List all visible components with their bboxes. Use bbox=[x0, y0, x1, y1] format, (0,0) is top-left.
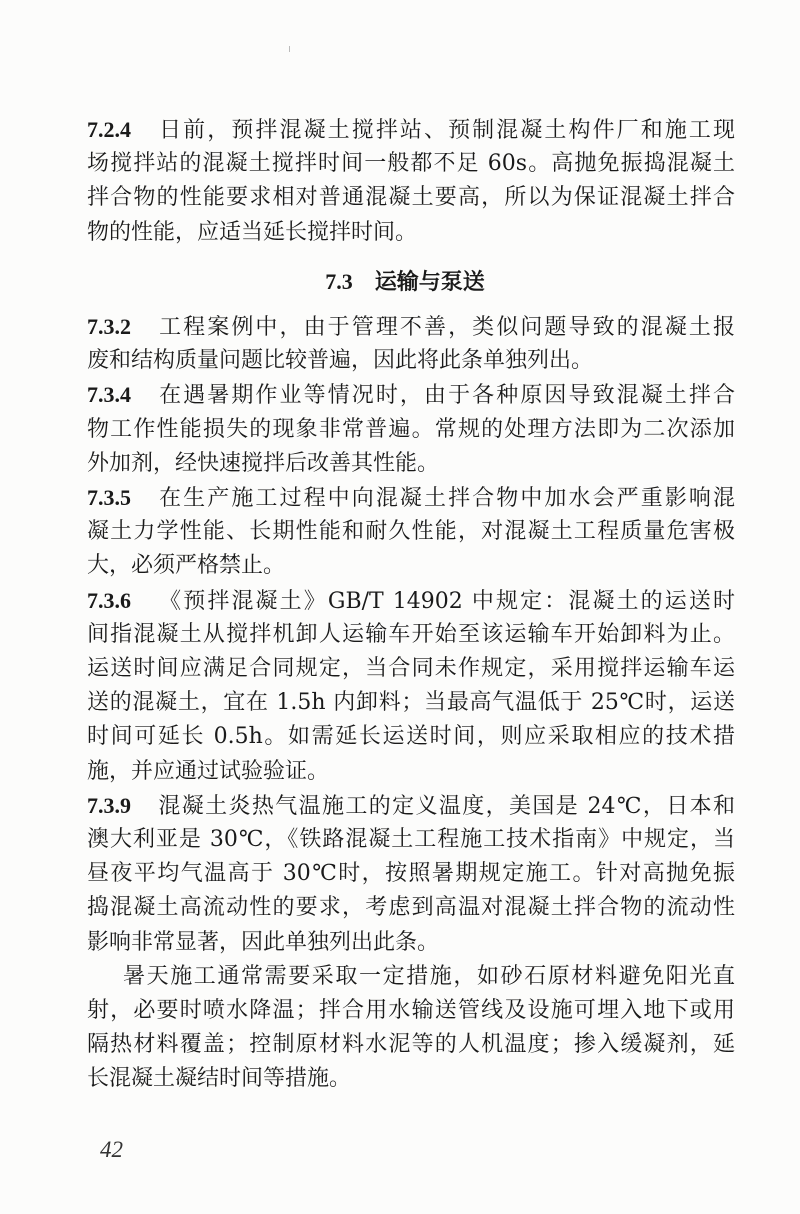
line-text: 废和结构质量问题比较普遍，因此将此条单独列出。 bbox=[87, 348, 594, 374]
line-text: 凝土力学性能、长期性能和耐久性能，对混凝土工程质量危害极 bbox=[87, 519, 735, 545]
line-text: 送的混凝土，宜在 1.5h 内卸料；当最高气温低于 25℃时，运送 bbox=[87, 690, 735, 716]
text-line bbox=[87, 618, 735, 652]
text-line bbox=[87, 1028, 735, 1062]
text-line bbox=[87, 1062, 735, 1096]
line-text: 澳大利亚是 30℃，《铁路混凝土工程施工技术指南》中规定，当 bbox=[87, 827, 735, 852]
text-line bbox=[87, 378, 735, 412]
scan-mark bbox=[289, 46, 290, 52]
section-number: 7.3 bbox=[325, 269, 353, 294]
text-line bbox=[87, 994, 735, 1028]
clause-number: 7.3.6 bbox=[87, 587, 131, 613]
text-line bbox=[87, 181, 735, 215]
line-text: 混凝土炎热气温施工的定义温度，美国是 24℃，日本和 bbox=[157, 793, 735, 819]
text-line bbox=[87, 344, 735, 378]
text-line bbox=[87, 686, 735, 720]
line-text: 影响非常显著，因此单独列出此条。 bbox=[87, 929, 440, 955]
line-text: 物的性能，应适当延长搅拌时间。 bbox=[87, 219, 418, 245]
text-line bbox=[87, 652, 735, 686]
clause-number: 7.3.9 bbox=[87, 792, 131, 818]
line-text: 日前，预拌混凝土搅拌站、预制混凝土构件厂和施工现 bbox=[157, 118, 735, 143]
line-text: 场搅拌站的混凝土搅拌时间一般都不足 60s。高抛免振捣混凝土 bbox=[87, 151, 735, 177]
clause-number: 7.3.4 bbox=[87, 382, 131, 408]
line-text: 间指混凝土从搅拌机卸人运输车开始至该运输车开始卸料为止。 bbox=[87, 621, 735, 647]
clause-number: 7.3.5 bbox=[87, 485, 131, 510]
line-text: 物工作性能损失的现象非常普遍。常规的处理方法即为二次添加 bbox=[87, 416, 735, 442]
line-text: 长混凝土凝结时间等措施。 bbox=[87, 1066, 352, 1092]
line-text: 时间可延长 0.5h。如需延长运送时间，则应采取相应的技术措 bbox=[87, 724, 735, 750]
page-number: 42 bbox=[100, 1137, 123, 1162]
clause-number: 7.3.2 bbox=[87, 314, 131, 339]
text-line bbox=[87, 447, 735, 481]
text-line bbox=[87, 147, 735, 181]
text-line bbox=[87, 113, 735, 147]
section-heading bbox=[0, 265, 800, 299]
line-text: 大，必须严格禁止。 bbox=[87, 553, 286, 579]
text-line bbox=[87, 481, 735, 515]
line-text: 在遇暑期作业等情况时，由于各种原因导致混凝土拌合 bbox=[157, 383, 735, 409]
line-text: 昼夜平均气温高于 30℃时，按照暑期规定施工。针对高抛免振 bbox=[87, 861, 735, 887]
line-text: 外加剂，经快速搅拌后改善其性能。 bbox=[87, 450, 440, 476]
line-text: 运送时间应满足合同规定，当合同未作规定，采用搅拌运输车运 bbox=[87, 656, 735, 681]
line-text: 施，并应通过试验验证。 bbox=[87, 758, 330, 784]
line-text: 暑天施工通常需要采取一定措施，如砂石原材料避免阳光直 bbox=[123, 963, 735, 989]
text-line bbox=[87, 413, 735, 447]
text-line bbox=[87, 755, 735, 789]
text-line bbox=[87, 891, 735, 925]
line-text: 捣混凝土高流动性的要求，考虑到高温对混凝土拌合物的流动性 bbox=[87, 895, 735, 921]
line-text: 《预拌混凝土》GB/T 14902 中规定：混凝土的运送时 bbox=[157, 588, 735, 614]
clause-number: 7.2.4 bbox=[87, 117, 131, 142]
text-line bbox=[87, 789, 735, 823]
line-text: 射，必要时喷水降温；拌合用水输送管线及设施可埋入地下或用 bbox=[87, 998, 735, 1023]
text-line bbox=[87, 549, 735, 583]
text-line bbox=[123, 960, 735, 994]
text-line bbox=[87, 823, 735, 857]
text-line bbox=[87, 926, 735, 960]
line-text: 在生产施工过程中向混凝土拌合物中加水会严重影响混 bbox=[157, 486, 735, 511]
text-line bbox=[87, 310, 735, 344]
text-line bbox=[87, 584, 735, 618]
line-text: 隔热材料覆盖；控制原材料水泥等的人机温度；掺入缓凝剂，延 bbox=[87, 1032, 735, 1058]
section-title: 运输与泵送 bbox=[374, 269, 485, 295]
line-text: 工程案例中，由于管理不善，类似问题导致的混凝土报 bbox=[157, 315, 735, 340]
line-text: 拌合物的性能要求相对普通混凝土要高，所以为保证混凝土拌合 bbox=[87, 185, 735, 211]
text-line bbox=[87, 720, 735, 754]
text-line bbox=[87, 515, 735, 549]
text-line bbox=[87, 857, 735, 891]
text-line bbox=[87, 216, 735, 250]
